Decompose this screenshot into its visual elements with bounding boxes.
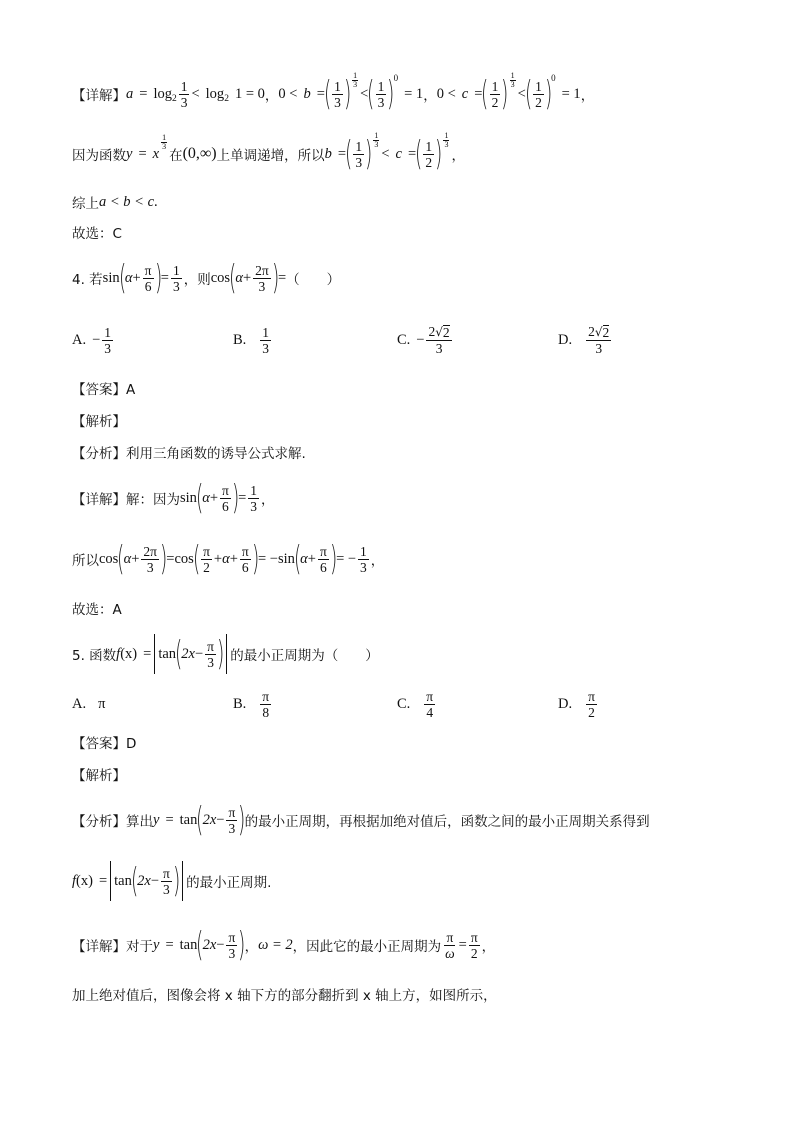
q5-detail-line-2: 加上绝对值后，图像会将 x 轴下方的部分翻折到 x 轴上方，如图所示， [72,988,497,1004]
q4-detail-line-1: 【详解】解：因为 sin ( α + $\frac{\pi}{6}$ ) = $\frac{1}{3}$ ， [72,478,275,518]
q5-fenxi-line-2: f (x) = tan ( 2x − $\frac{\pi}{3}$ ) 的最小正周期. [72,861,272,901]
solution-line-1: 【详解】 a = log 2 $\frac{1}{3}$ < log 2 1 = 0 ， 0 < b = ( $\frac{1}{3}$ ) $\frac{1}{3}$ < ( $\frac{1}{3}$ ) 0 = 1 ， 0 < c = ( $\frac{1}{2}$ ) $\frac{1}{3}$ < ( $\frac{1}{2}$ ) 0 = 1 ， [72,70,595,114]
q4-option-c[interactable]: C. − 2 √ 2 3 [397,324,450,356]
q5-option-a[interactable]: A. π [72,695,106,712]
question-5-stem: 5. 函数 f (x) = tan ( 2x − $\frac{\pi}{3}$ ) 的最小正周期为（ ） [72,634,379,674]
question-4-stem: 4. 若 sin ( α + $\frac{\pi}{6}$ ) = $\frac{1}{3}$ ，则 cos ( α + $\frac{2\pi}{3}$ ) = （ ） [72,258,341,298]
q5-option-d[interactable]: D. $\frac{\pi}{2}$ [558,688,595,720]
q5-analysis: 【解析】 [72,768,126,784]
choose-line-3: 故选：C [72,226,122,242]
q4-analysis: 【解析】 [72,414,126,430]
q5-detail-line-1: 【详解】对于 y = tan ( 2x − $\frac{\pi}{3}$ ) ， ω = 2 ，因此它的最小正周期为 $\frac{\pi}{\omega}$ = $\frac{\pi}{2}$ ， [72,925,496,965]
solution-line-3: 综上 a < b < c . [72,193,158,212]
q4-choose: 故选：A [72,602,122,618]
q5-option-c[interactable]: C. $\frac{\pi}{4}$ [397,688,434,720]
q5-answer: 【答案】D [72,736,137,752]
q4-option-d[interactable]: D. 2 √ 2 3 [558,324,610,356]
q4-option-a[interactable]: A. − $\frac{1}{3}$ [72,324,112,356]
fraction-one-third: $\frac{1}{3}$ [180,78,188,110]
detail-tag: 【详解】 [72,88,126,104]
q4-detail-line-2: 所以 cos ( α + $\frac{2\pi}{3}$ ) = cos ( $\frac{\pi}{2}$ + α + $\frac{\pi}{6}$ ) = −sin ( α + $\frac{\pi}{6}$ ) = − $\frac{1}{3}$ ， [72,539,385,579]
q4-answer: 【答案】A [72,382,136,398]
solution-line-2: 因为函数 y = x $\frac{1}{3}$ 在 (0,∞) 上单调递增，所以 b = ( $\frac{1}{3}$ ) $\frac{1}{3}$ < c = ( $\frac{1}{2}$ ) $\frac{1}{3}$ ， [72,130,465,174]
q4-fenxi: 【分析】利用三角函数的诱导公式求解. [72,446,306,462]
q4-option-b[interactable]: B. $\frac{1}{3}$ [233,324,270,356]
q5-fenxi-line-1: 【分析】算出 y = tan ( 2x − $\frac{\pi}{3}$ ) 的最小正周期，再根据加绝对值后，函数之间的最小正周期关系得到 [72,800,650,840]
q5-option-b[interactable]: B. $\frac{\pi}{8}$ [233,688,270,720]
